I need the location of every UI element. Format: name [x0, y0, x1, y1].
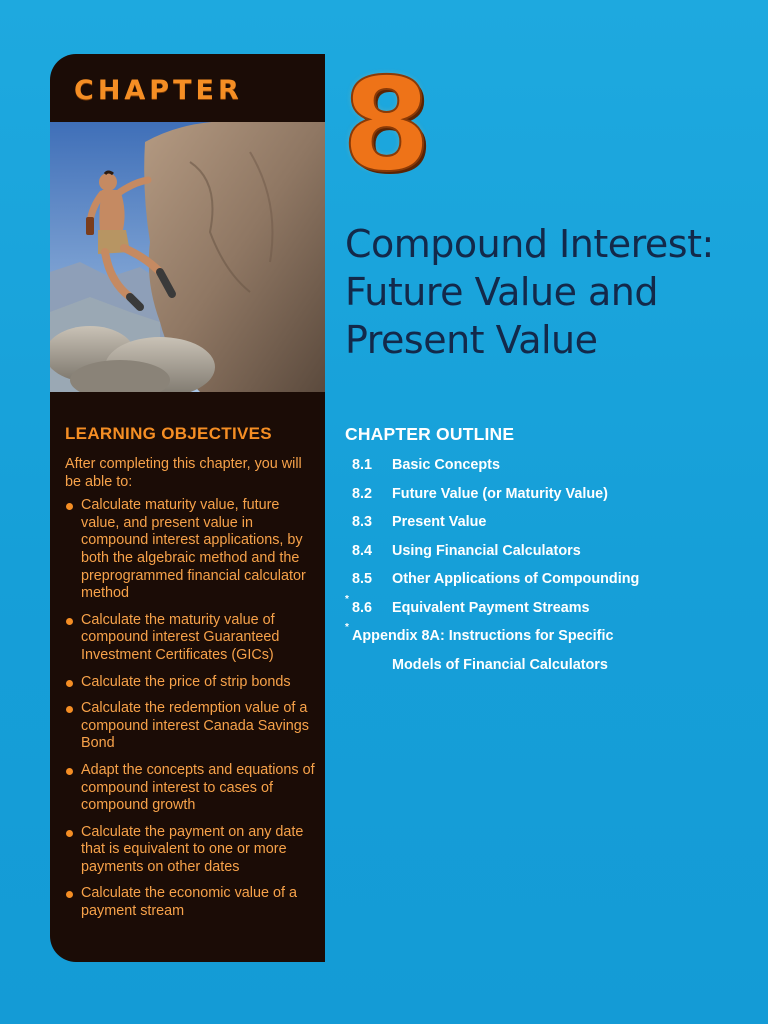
chapter-number: 8 — [342, 51, 432, 200]
chapter-label: CHAPTER — [74, 75, 243, 106]
chapter-title-line: Compound Interest: — [345, 222, 714, 266]
bullet-icon — [66, 768, 73, 775]
learning-objectives-intro: After completing this chapter, you will be able to: — [65, 456, 302, 490]
objective-item — [65, 497, 315, 603]
objective-item — [65, 674, 315, 692]
outline-item-appendix[interactable] — [345, 622, 755, 657]
chapter-outline-heading: CHAPTER OUTLINE — [345, 424, 515, 444]
objective-text: Calculate the payment on any date that is equivalent to one or more payments on other dates — [81, 823, 304, 875]
outline-number: 8.2 — [352, 485, 373, 502]
learning-objectives — [65, 424, 315, 930]
chapter-outline — [345, 424, 755, 685]
outline-item-appendix-continued[interactable] — [345, 657, 755, 686]
objective-item — [65, 885, 315, 920]
left-panel — [50, 54, 325, 962]
chapter-title-line: Future Value and — [345, 270, 659, 314]
objective-text: Calculate the redemption value of a compound interest Canada Savings Bond — [81, 700, 309, 752]
outline-item[interactable] — [345, 486, 755, 515]
chapter-title — [345, 220, 745, 364]
bullet-icon — [66, 618, 73, 625]
chapter-title-line: Present Value — [345, 318, 598, 362]
objective-text: Adapt the concepts and equations of compound interest to cases of compound growth — [81, 761, 315, 814]
bullet-icon — [66, 830, 73, 837]
learning-objectives-list — [65, 497, 315, 920]
outline-label: Basic Concepts — [392, 457, 500, 473]
outline-label: Using Financial Calculators — [392, 542, 581, 559]
objective-item — [65, 762, 315, 815]
outline-item[interactable] — [345, 514, 755, 543]
bullet-icon — [66, 680, 73, 687]
outline-item[interactable] — [345, 543, 755, 572]
objective-text: Calculate the price of strip bonds — [81, 673, 291, 690]
outline-item[interactable] — [345, 457, 755, 486]
appendix-label: Appendix 8A: Instructions for Specific — [352, 628, 614, 644]
optional-marker: * — [345, 593, 349, 605]
bullet-icon — [66, 503, 73, 510]
outline-number: 8.1 — [352, 457, 373, 473]
objective-item — [65, 824, 315, 877]
appendix-label-continued: Models of Financial Calculators — [392, 656, 608, 673]
objective-text: Calculate the economic value of a payment stream — [81, 885, 297, 920]
objective-text: Calculate the maturity value of compound interest Guaranteed Investment Certificates (GICs) — [81, 611, 280, 663]
outline-label: Present Value — [392, 514, 487, 530]
outline-label: Equivalent Payment Streams — [392, 599, 590, 616]
climber-photo — [50, 122, 325, 392]
objective-item — [65, 612, 315, 665]
optional-marker: * — [345, 622, 349, 633]
objective-text: Calculate maturity value, future value, and present value in compound interest applications, by both the algebraic method and the preprogrammed financial calculator method — [81, 497, 306, 602]
objective-item — [65, 700, 315, 753]
outline-label: Other Applications of Compounding — [392, 571, 640, 587]
bullet-icon — [66, 891, 73, 898]
outline-number: 8.4 — [352, 542, 373, 559]
outline-number: 8.5 — [352, 571, 373, 587]
outline-number: 8.3 — [352, 514, 373, 530]
bullet-icon — [66, 706, 73, 713]
outline-label: Future Value (or Maturity Value) — [392, 485, 608, 502]
outline-number: 8.6 — [352, 599, 373, 616]
learning-objectives-heading: LEARNING OBJECTIVES — [65, 424, 272, 443]
chapter-outline-list — [345, 457, 755, 685]
outline-item[interactable] — [345, 593, 755, 629]
outline-item[interactable] — [345, 571, 755, 600]
